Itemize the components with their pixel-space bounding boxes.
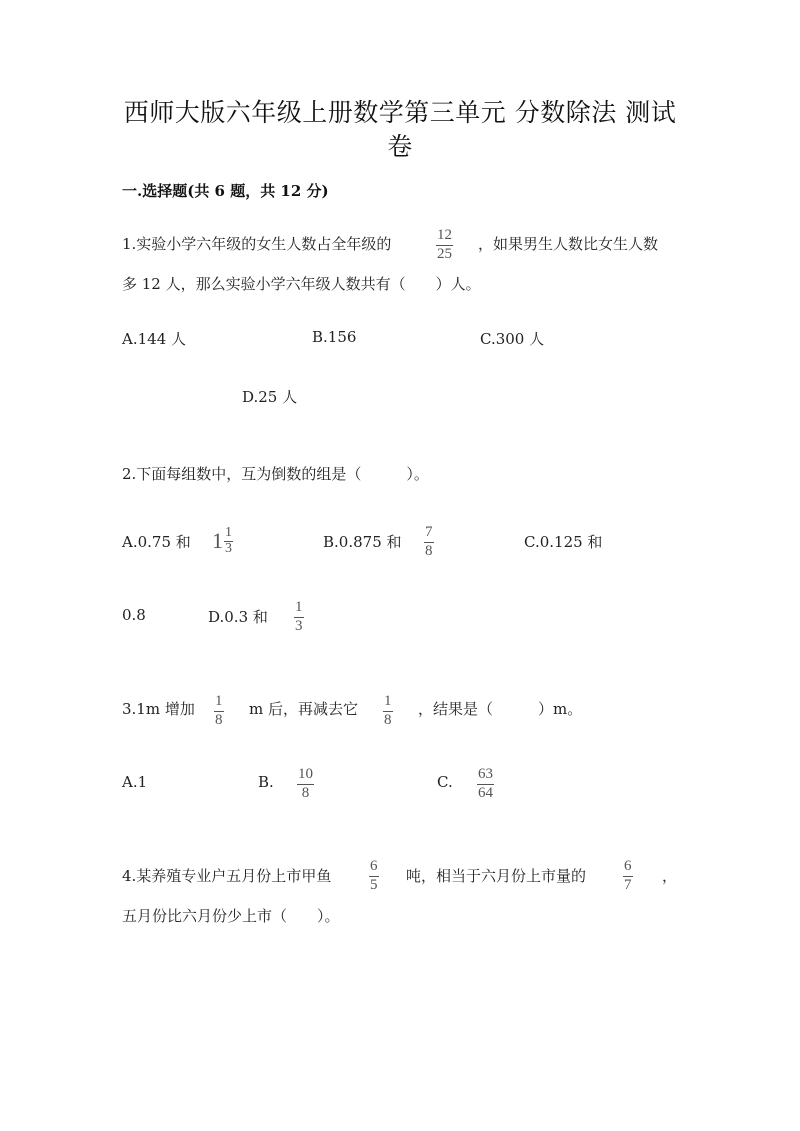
q1-text-b: ，如果男生人数比女生人数 (478, 235, 659, 253)
q3-option-c[interactable]: C. (437, 773, 453, 791)
q1-fraction (436, 227, 453, 263)
q1-option-c[interactable]: C.300 人 (480, 330, 545, 348)
q2-option-c[interactable]: C.0.125 和 (524, 533, 603, 551)
q2-mixed-num: 1 (225, 525, 232, 540)
q3-fraction-1 (214, 693, 224, 729)
q3-frac1-num: 1 (215, 693, 223, 709)
q2-option-a-mixed-number (212, 526, 233, 556)
q2-d-den: 3 (295, 618, 303, 634)
q2-mixed-fraction (224, 526, 233, 556)
q4-text-c: ， (662, 867, 678, 885)
q2-b-den: 8 (425, 543, 433, 559)
q4-text-b: 吨，相当于六月份上市量的 (406, 867, 587, 885)
q3-frac1-den: 8 (215, 712, 223, 728)
q2-b-num: 7 (425, 524, 433, 540)
q4-frac1-num: 6 (370, 858, 378, 874)
q1-option-b[interactable]: B.156 (312, 328, 357, 346)
q3-option-b-fraction (297, 766, 314, 802)
q4-frac2-den: 7 (624, 877, 632, 893)
q2-option-d[interactable]: D.0.3 和 (208, 608, 268, 626)
q3-b-num: 10 (298, 766, 313, 782)
q3-b-den: 8 (301, 785, 310, 801)
q3-option-a[interactable]: A.1 (122, 773, 148, 791)
q3-fraction-2 (383, 693, 393, 729)
q2-d-num: 1 (295, 599, 303, 615)
q4-fraction-2 (623, 858, 633, 894)
q3-c-den: 64 (478, 785, 493, 801)
q4-text-d: 五月份比六月份少上市（ ）。 (122, 907, 340, 925)
q2-option-d-fraction (294, 599, 304, 635)
q3-frac2-num: 1 (384, 693, 392, 709)
q1-frac-num: 12 (437, 227, 452, 243)
q4-frac1-den: 5 (370, 877, 378, 893)
q4-frac2-num: 6 (624, 858, 632, 874)
q2-mixed-den: 3 (225, 541, 232, 556)
q1-option-a[interactable]: A.144 人 (122, 330, 186, 348)
q3-option-c-fraction (477, 766, 494, 802)
q1-text-c: 多 12 人，那么实验小学六年级人数共有（ ）人。 (122, 275, 481, 293)
section-heading: 一.选择题(共 6 题，共 12 分) (122, 182, 329, 200)
q1-option-d[interactable]: D.25 人 (242, 388, 298, 406)
q1-text-a: 1.实验小学六年级的女生人数占全年级的 (122, 235, 392, 253)
q4-text-a: 4.某养殖专业户五月份上市甲鱼 (122, 867, 332, 885)
q3-text-c: ，结果是（ ）m。 (418, 700, 583, 718)
q3-frac2-den: 8 (384, 712, 392, 728)
q1-frac-den: 25 (437, 246, 452, 262)
q2-option-a[interactable]: A.0.75 和 (122, 533, 191, 551)
q2-option-b-fraction (424, 524, 434, 560)
q3-c-num: 63 (478, 766, 493, 782)
q3-text-b: m 后，再减去它 (249, 700, 358, 718)
q3-option-b[interactable]: B. (258, 773, 274, 791)
q3-text-a: 3.1m 增加 (122, 700, 195, 718)
q2-mixed-whole: 1 (212, 528, 223, 553)
title-line-1: 西师大版六年级上册数学第三单元 分数除法 测试 (123, 98, 677, 127)
page-title (110, 96, 690, 164)
q2-option-c-continued: 0.8 (122, 606, 146, 624)
q2-option-b[interactable]: B.0.875 和 (323, 533, 402, 551)
q4-fraction-1 (369, 858, 379, 894)
title-line-2: 卷 (387, 132, 413, 161)
q2-text: 2.下面每组数中，互为倒数的组是（ ）。 (122, 465, 429, 483)
